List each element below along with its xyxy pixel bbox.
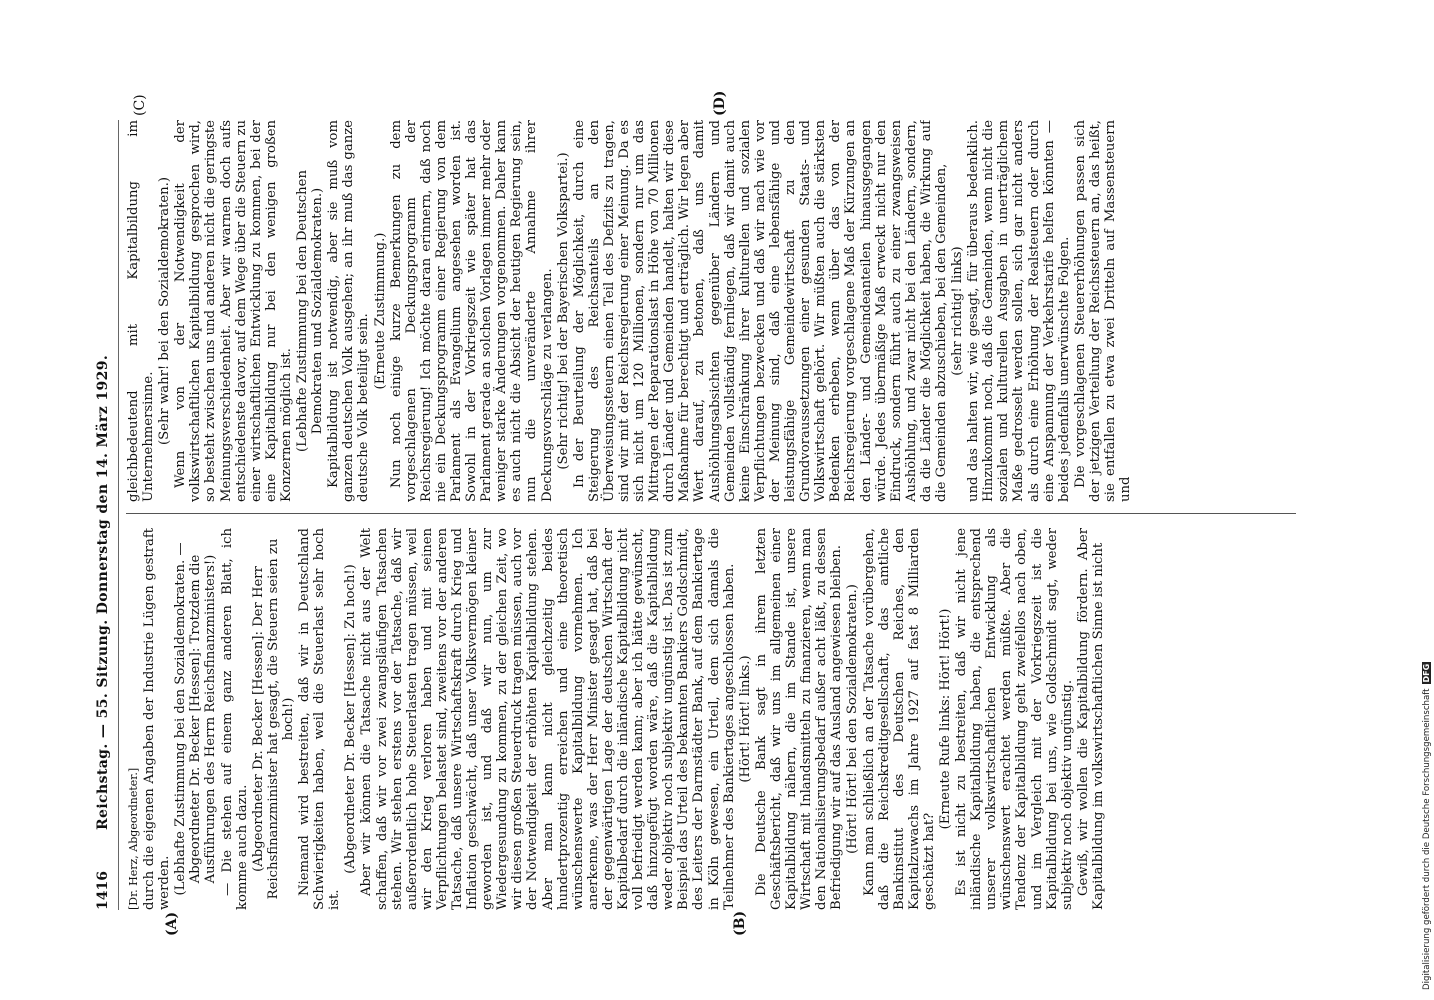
rotated-page-content xyxy=(92,90,1322,936)
paragraph: — Die stehen auf einem ganz anderen Blatt, ich komme auch dazu. xyxy=(219,528,250,910)
interjection: (Sehr richtig! bei der Bayerischen Volkspartei.) xyxy=(555,152,571,470)
paragraph: Nun noch einige kurze Bemerkungen zu dem vorgeschlagenen Deckungsprogramm der Reichsregierung! Ich möchte daran erinnern, daß noch nie ein Deckungsprogramm einer Regierung von dem Parlament als Evangelium angesehen worden ist. Sowohl in der Vorkriegszeit wie später hat das Parlament gerade an solchen Vorlagen immer mehr oder weniger starke Änderungen vorgenommen. Daher kann es auch nicht die Absicht der heutigen Regierung sein, nun die unveränderte Annahme ihrer Deckungsvorschläge zu verlangen. xyxy=(388,120,555,502)
paragraph: In der Beurteilung der Möglichkeit, durch eine Steigerung des Reichsanteils an den Überweisungssteuern einen Teil des Defizits zu tragen, sind wir mit der Reichsregierung einer Meinung. Da es sich nicht um 120 Millionen, sondern nur um das Mittragen der Reparationslast in Höhe von 70 Millionen durch Länder und Gemeinden handelt, halten wir diese Maßnahme für berechtigt und erträglich. Wir legen aber Wert darauf, zu betonen, daß uns damit Aushöhlungsabsichten gegenüber Ländern und Gemeinden vollständig fernliegen, daß wir damit auch keine Einschränkung ihrer kulturellen und sozialen Verpflichtungen bezwecken und daß wir nach wie vor der Meinung sind, daß eine lebensfähige und leistungsfähige Gemeindewirtschaft zu den Grundvoraussetzungen einer gesunden Staats- und Volkswirtschaft gehört. Wir müßten auch die stärksten Bedenken erheben, wenn über das von der Reichsregierung vorgeschlagene Maß der Kürzungen an den Länder- und Gemeindeanteilen hinausgegangen würde. Jedes übermäßige Maß erweckt nicht nur den Eindruck, sondern führt auch zu einer zwangsweisen Aushöhlung, und zwar nicht bei den Ländern, sondern, da die Länder die Möglichkeit haben, die Wirkung auf die Gemeinden abzuschieben, bei den Gemeinden, xyxy=(571,120,949,502)
paragraph: Aber wir können die Tatsache nicht aus der Welt schaffen, daß wir vor zwei zwangsläufigen Tatsachen stehen. Wir stehen erstens vor der Tatsache, daß wir außerordentlich hohe Steuerlasten tragen müssen, weil wir den Krieg verloren haben und mit seinen Verpflichtungen belastet sind, zweitens vor der anderen Tatsache, daß unsere Wirtschaftskraft durch Krieg und Inflation geschwächt, daß unser Volksvermögen kleiner geworden ist, und daß wir nun, um zur Wiedergesundung zu kommen, zu der gleichen Zeit, wo wir diesen großen Steuerdruck tragen müssen, auch vor der Notwendigkeit der erhöhten Kapitalbildung stehen. Aber man kann nicht gleichzeitig beides hundertprozentig erreichen und eine theoretisch wünschenswerte Kapitalbildung vornehmen. Ich anerkenne, was der Herr Minister gesagt hat, daß bei der gegenwärtigen Lage der deutschen Wirtschaft der Kapitalbedarf durch die inländische Kapitalbildung nicht voll befriedigt werden kann; aber ich hätte gewünscht, daß hinzugefügt worden wäre, daß die Kapitalbildung weder objektiv noch subjektiv ungünstig ist. Das ist zum Beispiel das Urteil des bekannten Bankiers Goldschmidt, des Leiters der Darmstädter Bank, auf dem Bankiertage in Köln gewesen, ein Urteil, dem sich damals die Teilnehmer des Bankiertages angeschlossen haben. xyxy=(359,528,737,910)
paragraph: Wenn von der Notwendigkeit der volkswirtschaftlichen Kapitalbildung gesprochen wird, so besteht zwischen uns und anderen nicht die geringste Meinungsverschiedenheit. Aber wir warnen doch aufs entschiedenste davor, auf dem Wege über die Steuern zu einer wirtschaftlichen Entwicklung zu kommen, bei der eine Kapitalbildung nur bei den wenigen großen Konzernen möglich ist. xyxy=(173,120,294,502)
interjection: (Abgeordneter Dr. Becker [Hessen]: Zu hoch!) xyxy=(343,564,359,874)
left-column xyxy=(126,528,1306,910)
paragraph: Die Deutsche Bank sagt in ihrem letzten Geschäftsbericht, daß wir uns im allgemeinen einer Kapitalbildung nähern, die im Stande ist, unsere Wirtschaft mit Inlandsmitteln zu finanzieren, wenn man den Nationalisierungsbedarf außer acht läßt, zu dessen Befriedigung wir auf das Ausland angewiesen bleiben. xyxy=(753,528,845,910)
section-marker-c: (C) xyxy=(132,94,148,116)
interjection: (Lebhafte Zustimmung bei den Sozialdemokraten. — Abgeordneter Dr. Becker [Hessen]: Trotzdem die Ausführungen des Herrn Reichsfinanzministers!) xyxy=(173,542,219,896)
paragraph: gleichbedeutend mit Kapitalbildung im Unternehmersinne. xyxy=(126,120,157,502)
side-credit xyxy=(1422,662,1432,990)
section-marker-d: (D) xyxy=(712,90,728,116)
column-divider xyxy=(126,513,1296,514)
interjection: (Hört! Hört! links.) xyxy=(737,655,753,783)
interjection: (Sehr wahr! bei den Sozialdemokraten.) xyxy=(157,177,173,445)
right-column xyxy=(126,120,1306,502)
paragraph: und das halten wir, wie gesagt, für überaus bedenklich. Hinzukommt noch, daß die Gemeinden, wenn nicht die sozialen und kulturellen Ausgaben in unerträglichem Maße gedrosselt werden sollen, sich gar nicht anders als durch eine Erhöhung der Realsteuern oder durch eine Anspannung der Verkehrstarife helfen könnten — beides jedenfalls unerwünschte Folgen. xyxy=(966,120,1072,502)
running-header xyxy=(92,120,119,910)
paragraph: durch die eigenen Angaben der Industrie Lügen gestraft werden. xyxy=(142,528,173,910)
section-marker-b: (B) xyxy=(732,910,748,936)
interjection: (Abgeordneter Dr. Becker [Hessen]: Der Herr Reichsfinanzminister hat gesagt, die Steuern seien zu hoch!) xyxy=(250,538,296,900)
paragraph: [Dr. Herz, Abgeordneter.] xyxy=(127,767,140,910)
page-title: Reichstag. — 55. Sitzung. Donnerstag den 14. März 1929. xyxy=(95,354,111,830)
section-marker-a: (A) xyxy=(164,911,180,936)
page-number: 1416 xyxy=(95,871,111,910)
dfg-logo: DFG xyxy=(1422,663,1431,683)
interjection: (Erneute Zustimmung.) xyxy=(372,232,388,390)
paragraph: Niemand wird bestreiten, daß wir in Deutschland Schwierigkeiten haben, weil die Steuerlast sehr hoch ist. xyxy=(297,528,343,910)
paragraph: Es ist nicht zu bestreiten, daß wir nicht jene inländische Kapitalbildung haben, die entsprechend unserer volkswirtschaftlichen Entwicklung als wünschenswert erachtet werden müßte. Aber die Tendenz der Kapitalbildung geht zweifellos nach oben, und im Vergleich mit der Vorkriegszeit ist die Kapitalbildung bei uns, wie Goldschmidt sagt, weder subjektiv noch objektiv ungünstig. xyxy=(954,528,1075,910)
paragraph: Kann man schließlich an der Tatsache vorübergehen, daß die Reichskreditgesellschaft, das amtliche Bankinstitut des Deutschen Reiches, den Kapitalzuwachs im Jahre 1927 auf fast 8 Milliarden geschätzt hat? xyxy=(861,528,937,910)
interjection: (Erneute Rufe links: Hört! Hört!) xyxy=(937,608,953,830)
paragraph: Kapitalbildung ist notwendig, aber sie muß vom ganzen deutschen Volk ausgehen; an ihr muß das ganze deutsche Volk beteiligt sein. xyxy=(326,120,372,502)
paragraph: Gewiß, wir wollen die Kapitalbildung fördern. Aber Kapitalbildung im volkswirtschaftlichen Sinne ist nicht xyxy=(1075,528,1106,910)
interjection: (Hört! Hört! bei den Sozialdemokraten.) xyxy=(845,584,861,854)
interjection: (sehr richtig! links) xyxy=(950,246,966,376)
dfg-credit-text: Digitalisierung gefördert durch die Deutsche Forschungsgemeinschaft xyxy=(1422,688,1432,990)
paragraph: Die vorgeschlagenen Steuererhöhungen passen sich der jetzigen Verteilung der Reichssteuern an, das heißt, sie entfallen zu etwa zwei Dritteln auf Massensteuern und xyxy=(1072,120,1134,502)
interjection: (Lebhafte Zustimmung bei den Deutschen Demokraten und Sozialdemokraten.) xyxy=(295,170,326,452)
